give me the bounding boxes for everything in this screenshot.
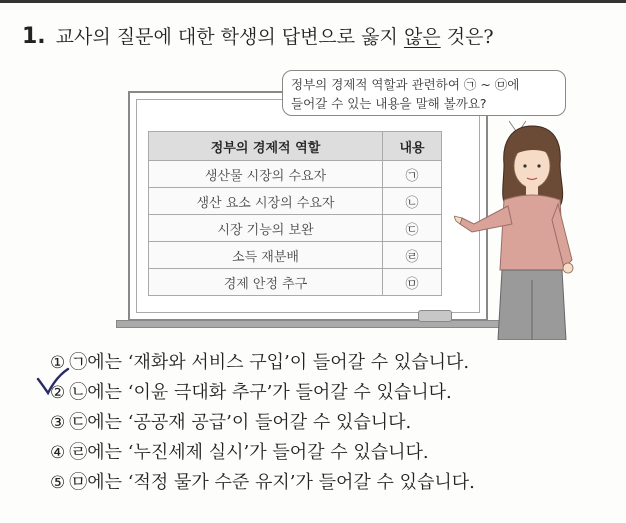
option-2[interactable]: ② ㉡에는 ‘이윤 극대화 추구’가 들어갈 수 있습니다. <box>50 382 452 403</box>
table-row <box>149 188 442 215</box>
government-role-table <box>148 131 442 296</box>
question-underlined-word: 않은 <box>403 26 441 48</box>
question-text-after: 것은? <box>440 26 494 48</box>
bubble-line-2: 들어갈 수 있는 내용을 말해 볼까요? <box>291 96 487 111</box>
role-cell: 경제 안정 추구 <box>149 269 383 296</box>
table-row <box>149 242 442 269</box>
answer-options <box>50 348 475 498</box>
role-cell: 생산 요소 시장의 수요자 <box>149 188 383 215</box>
table-row <box>149 161 442 188</box>
option-3[interactable]: ③ ㉢에는 ‘공공재 공급’이 들어갈 수 있습니다. <box>50 412 412 433</box>
handwritten-check-icon <box>36 367 70 397</box>
question-stem <box>22 22 494 49</box>
option-4[interactable]: ④ ㉣에는 ‘누진세제 실시’가 들어갈 수 있습니다. <box>50 442 429 463</box>
question-text-before: 교사의 질문에 대한 학생의 답변으로 옳지 <box>55 26 404 48</box>
option-1[interactable]: ① ㉠에는 ‘재화와 서비스 구입’이 들어갈 수 있습니다. <box>50 352 470 373</box>
speech-bubble <box>282 70 566 116</box>
role-cell: 생산물 시장의 수요자 <box>149 161 383 188</box>
table-row <box>149 215 442 242</box>
mark-cell: ㉤ <box>383 269 442 296</box>
option-5[interactable]: ⑤ ㉤에는 ‘적정 물가 수준 유지’가 들어갈 수 있습니다. <box>50 472 475 493</box>
mark-cell: ㉡ <box>383 188 442 215</box>
question-number: 1. <box>22 24 46 49</box>
bubble-line-1: 정부의 경제적 역할과 관련하여 ㉠ ~ ㉤에 <box>291 77 520 92</box>
table-row <box>149 269 442 296</box>
teacher-illustration <box>454 120 614 340</box>
table-header-row <box>149 132 442 161</box>
header-role: 정부의 경제적 역할 <box>149 132 383 161</box>
mark-cell: ㉢ <box>383 215 442 242</box>
top-rule <box>0 0 626 3</box>
mark-cell: ㉣ <box>383 242 442 269</box>
role-cell: 소득 재분배 <box>149 242 383 269</box>
eraser-icon <box>418 310 452 322</box>
header-content: 내용 <box>383 132 442 161</box>
mark-cell: ㉠ <box>383 161 442 188</box>
role-cell: 시장 기능의 보완 <box>149 215 383 242</box>
